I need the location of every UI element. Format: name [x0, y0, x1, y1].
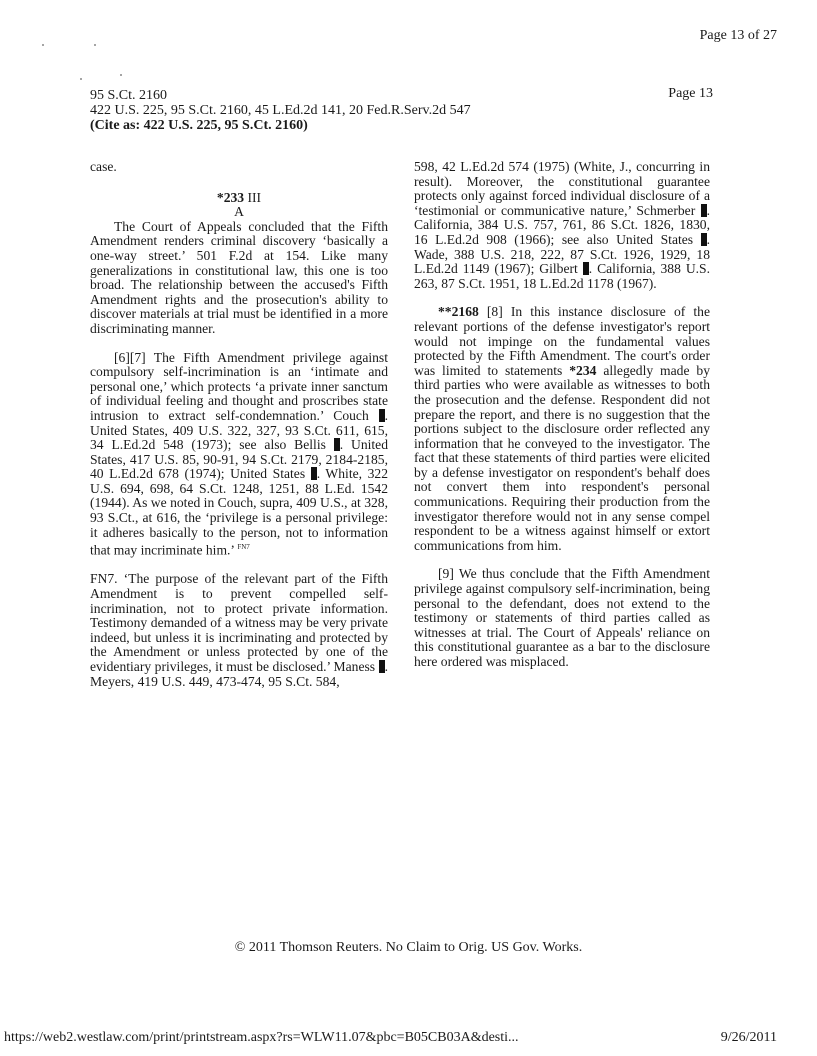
star-page-marker: *233	[216, 189, 245, 205]
footnote-reference-link[interactable]: FN7	[237, 543, 250, 552]
print-url: https://web2.westlaw.com/print/printstream.aspx?rs=WLW11.07&pbc=B05CB03A&desti...	[4, 1030, 519, 1045]
scan-speck	[94, 44, 96, 46]
paragraph: 598, 42 L.Ed.2d 574 (1975) (White, J., concurring in result). Moreover, the constitutional guarantee protects only against forced individual disclosure of a ‘testimonial or communicative nature,’ Schmerber . California, 384 U.S. 757, 761, 86 S.Ct. 1826, 1830, 16 L.Ed.2d 908 (1966); see also United States . Wade, 388 U.S. 218, 222, 87 S.Ct. 1926, 1929, 18 L.Ed.2d 1149 (1967); Gilbert . California, 388 U.S. 263, 87 S.Ct. 1951, 18 L.Ed.2d 1178 (1967).	[414, 159, 710, 291]
footnote: FN7. ‘The purpose of the relevant part of the Fifth Amendment is to prevent compelled self-incrimination, not to protect private information. Testimony demanded of a witness may be very private indeed, but unless it is incriminating and protected by the Amendment or unless protected by one of the evidentiary privileges, it must be disclosed.’ Maness . Meyers, 419 U.S. 449, 473-474, 95 S.Ct. 584,	[90, 571, 388, 689]
star-page-marker: *234	[569, 362, 597, 378]
scan-speck	[42, 44, 44, 46]
copyright-notice: © 2011 Thomson Reuters. No Claim to Orig. US Gov. Works.	[234, 940, 583, 955]
star-page-marker: **2168	[438, 304, 479, 320]
citation-line-1: 95 S.Ct. 2160	[90, 88, 168, 103]
case-word: case.	[90, 159, 117, 174]
scan-speck	[120, 74, 122, 76]
page-counter: Page 13 of 27	[699, 28, 777, 43]
print-date: 9/26/2011	[720, 1030, 777, 1045]
cite-as-line: (Cite as: 422 U.S. 225, 95 S.Ct. 2160)	[90, 118, 308, 133]
citation-line-2: 422 U.S. 225, 95 S.Ct. 2160, 45 L.Ed.2d 141, 20 Fed.R.Serv.2d 547	[90, 103, 471, 118]
paragraph: **2168 [8] In this instance disclosure of the relevant portions of the defense investigator's report would not impinge on the fundamental values protected by the Fifth Amendment. The court's order was limited to statements *234 allegedly made by third parties who were available as witnesses to both the prosecution and the defense. Respondent did not prepare the report, and there is no suggestion that the portions subject to the disclosure order reflected any information that he conveyed to the investigator. The fact that these statements of third parties were elicited by a defense investigator on respondent's behalf does not convert them into respondent's personal communications. Requiring their production from the investigator therefore would not in any sense compel respondent to be a witness against himself or extort communications from him.	[414, 304, 710, 553]
section-number: III	[247, 189, 262, 205]
right-column	[414, 160, 710, 670]
scan-speck	[80, 78, 82, 80]
paragraph: [9] We thus conclude that the Fifth Amendment privilege against compulsory self-incrimination, being personal to the defendant, does not extend to the testimony or statements of third parties called as witnesses at trial. The Court of Appeals' reliance on this constitutional guarantee as a bar to the disclosure here ordered was misplaced.	[414, 566, 710, 669]
inner-page-number: Page 13	[668, 86, 713, 101]
left-column	[90, 160, 388, 689]
citation-header	[90, 88, 471, 133]
paragraph: The Court of Appeals concluded that the Fifth Amendment renders criminal discovery ‘basically a one-way street.’ 501 F.2d at 154. Like many generalizations in constitutional law, this one is too broad. The relationship between the accused's Fifth Amendment rights and the prosecution's ability to discover materials at trial must be identified in a more discriminating manner.	[90, 218, 388, 336]
paragraph: [6][7] The Fifth Amendment privilege against compulsory self-incrimination is an ‘intimate and personal one,’ which protects ‘a private inner sanctum of individual feeling and thought and proscribes state intrusion to extract self-condemnation.’ Couch . United States, 409 U.S. 322, 327, 93 S.Ct. 611, 615, 34 L.Ed.2d 548 (1973); see also Bellis . United States, 417 U.S. 85, 90-91, 94 S.Ct. 2179, 2184-2185, 40 L.Ed.2d 678 (1974); United States . White, 322 U.S. 694, 698, 64 S.Ct. 1248, 1251, 88 L.Ed. 1542 (1944). As we noted in Couch, supra, 409 U.S., at 328, 93 S.Ct., at 616, the ‘privilege is a personal privilege: it adheres basically to the person, not to information that may incriminate him.’ $^{FN7}$	[90, 349, 388, 558]
subsection-heading: A	[234, 204, 244, 220]
section-heading	[90, 191, 388, 206]
